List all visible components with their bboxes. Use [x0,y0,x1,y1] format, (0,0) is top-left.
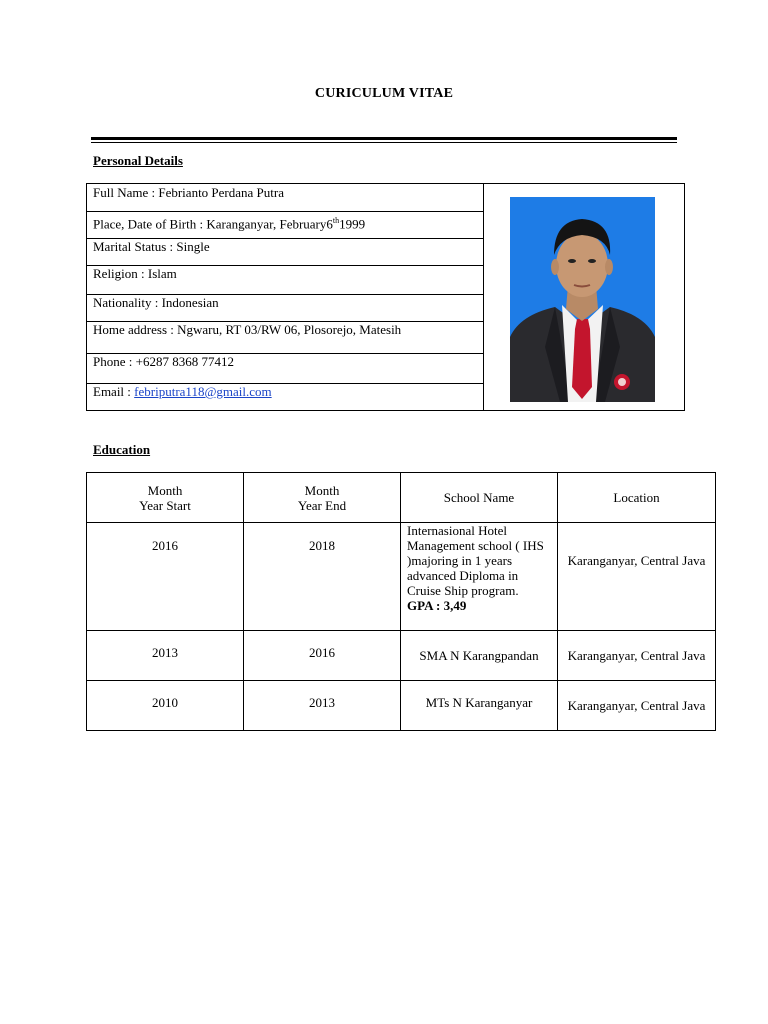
education-heading: Education [93,442,151,457]
email-row [87,384,483,410]
marital-status-row: Marital Status : Single [87,239,483,266]
table-row [87,681,716,731]
header-end-month: Month [304,482,340,498]
header-location: Location [558,473,716,523]
header-start-year: Year Start [139,497,191,513]
birth-year: 1999 [339,216,366,232]
education-table [86,472,716,731]
photo-column-divider [483,184,484,410]
row-location: Karanganyar, Central Java [558,681,716,731]
row-school: MTs N Karanganyar [401,681,558,731]
row-end: 2018 [244,523,401,631]
school-name: Internasional Hotel Management school ( IHS )majoring in 1 years advanced Diploma in Cruise Ship program. [407,523,544,598]
home-address-row: Home address : Ngwaru, RT 03/RW 06, Plosorejo, Matesih [87,322,483,354]
nationality-row: Nationality : Indonesian [87,295,483,322]
row-start: 2013 [87,631,244,681]
title-divider-thick [91,137,677,140]
header-end-year: Year End [297,497,347,513]
row-end: 2013 [244,681,401,731]
row-end: 2016 [244,631,401,681]
row-school: SMA N Karangpandan [401,631,558,681]
full-name-row: Full Name : Febrianto Perdana Putra [87,184,483,212]
email-label: Email : [93,384,135,399]
row-start: 2010 [87,681,244,731]
email-link[interactable]: febriputra118@gmail.com [134,384,272,399]
birth-row [87,212,483,239]
header-end [244,473,401,523]
birth-text: Place, Date of Birth : Karanganyar, February6 [93,216,333,232]
row-school [401,523,558,631]
profile-photo [510,197,655,402]
table-row [87,631,716,681]
row-location: Karanganyar, Central Java [558,631,716,681]
header-start [87,473,244,523]
document-title: CURICULUM VITAE [314,86,454,101]
title-divider-thin [91,142,677,143]
table-header-row [87,473,716,523]
phone-row: Phone : +6287 8368 77412 [87,354,483,384]
birth-superscript: th [332,216,340,225]
table-row [87,523,716,631]
gpa-value: GPA : 3,49 [407,598,467,613]
header-start-month: Month [147,482,183,498]
header-school: School Name [401,473,558,523]
personal-details-heading: Personal Details [93,153,183,168]
row-start: 2016 [87,523,244,631]
row-location: Karanganyar, Central Java [558,523,716,631]
religion-row: Religion : Islam [87,266,483,295]
